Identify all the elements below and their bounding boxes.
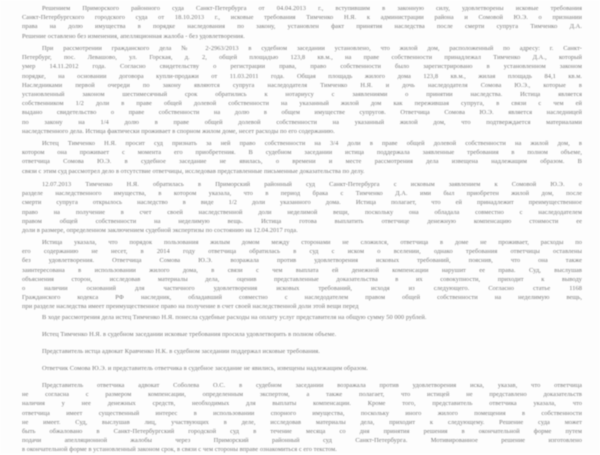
text-line: 12.07.2013 Тимченко Н.Я. обратилась в Приморский районный суд Санкт-Петербурга с исковым заявлением к Сомовой Ю.Э. о	[42, 181, 582, 188]
text-line: Наследниками первой очереди по закону являются супруга наследодателя Тимченко Н.Я. и дочь наследодателя Сомова Ю.Э., которые в	[22, 81, 582, 89]
text-line: права на долю имущества в порядке наследования по закону, установлен факт принятия наследства после смерти супруга Тимченко Д.А.	[22, 23, 582, 31]
text-line: порядке, на основании договора купли-продажи от 11.03.2011 года. Общая площадь жилого дома 123,8 кв.м., жилая площадь 84,1 кв.м.	[22, 72, 582, 80]
text-line: подачи апелляционной жалобы через Приморский районный суд Санкт-Петербурга. Мотивированное решение изготовлено	[22, 437, 582, 445]
text-line: котором она проживает с момента его приобретения. В судебном заседании истица поддержала заявленные требования в полном объеме,	[22, 149, 582, 157]
text-line: наследственного дела. Истица фактически проживает в спорном жилом доме, несет расходы по его содержанию.	[22, 127, 335, 135]
paragraph	[22, 330, 582, 339]
text-line: заинтересована в использовании жилого дома, в связи с чем выплата ей денежной компенсации нарушит ее права. Суд, выслушав	[22, 266, 582, 274]
text-line: Решение оставлено без изменения, апелляционная жалоба - без удовлетворения.	[22, 32, 245, 40]
text-line: не согласна с размером компенсации, определенным экспертом, а также полагает, что истицей не представлено доказательств	[22, 391, 582, 399]
text-line: правом общей собственности на неделимую вещь. Истица готова выплатить ответчице денежную компенсацию стоимости ее	[22, 217, 582, 225]
text-line: установленный законом шестимесячный срок обратились к нотариусу с заявлениями о принятии наследства. Истица является	[22, 90, 582, 98]
text-line: наличия у нее денежных средств, необходимых для выплаты компенсации. Кроме того, представитель ответчика указала, что	[22, 400, 582, 408]
text-line: Ответчик Сомова Ю.Э. и представитель ответчика в судебное заседание не явились, извещены надлежащим образом.	[42, 365, 368, 372]
text-line: Истец Тимченко Н.Я. в судебном заседании исковые требования просила удовлетворить в полном объеме.	[42, 331, 337, 338]
text-line: без удовлетворения. Ответчица Сомова Ю.Э. возражала против удовлетворения исковых требований, пояснив, что она также	[22, 257, 582, 265]
text-line: о наличии оснований для частичного удовлетворения исковых требований, исходя из следующего. Согласно статье 1168	[22, 284, 582, 292]
paragraph	[22, 238, 582, 312]
text-line: Истец Тимченко Н.Я. просит суд признать за ней право собственности на 3/4 доли в праве общей долевой собственности на жилой дом, в	[42, 140, 582, 147]
text-line: разделе наследственного имущества, в котором указала, что в период брака с Тимченко Д.А. ими был приобретен жилой дом, после	[22, 190, 582, 198]
paragraph	[22, 313, 582, 322]
text-line: смерти супруга открылось наследство в виде 1/2 доли указанного дома. Истица полагает, что ей принадлежит преимущественное	[22, 199, 582, 207]
text-line: связи с этим суд рассмотрел дело в отсутствие ответчицы, исследовав представленные письменные доказательства по делу.	[22, 167, 365, 175]
text-line: доли в размере, определенном заключением судебной экспертизы по состоянию на 12.04.2017 года.	[22, 226, 298, 234]
text-line: Представитель истца адвокат Кравченко Н.К. в судебном заседании поддержал исковые требования.	[42, 348, 320, 355]
text-line: его содержанию не несет, в 2014 году ответчица обратилась в суд с иском о вселении, однако требования ответчицы оставлены	[22, 248, 582, 256]
text-line: Гражданского кодекса РФ наследник, обладавший совместно с наследодателем правом общей собственности на неделимую вещь,	[22, 294, 582, 302]
paragraph	[22, 4, 582, 41]
text-line: В ходе рассмотрения дела истец Тимченко Н.Я. понесла судебные расходы на оплату услуг представителя на общую сумму 50 000 рублей.	[42, 314, 427, 321]
text-line: при разделе наследства имеет преимущественное право на получение в счет своей наследственной доли этой вещи перед	[22, 303, 359, 311]
text-line: Решением Приморского районного суда Санкт-Петербурга от 04.04.2013 г., вступившим в законную силу, удовлетворены исковые требования	[42, 5, 582, 12]
text-line: умер 14.11.2012 года. Согласно свидетельству о регистрации права, право собственности было зарегистрировано в установленном законом	[22, 63, 582, 71]
text-line: ответчица Сомова Ю.Э. в судебное заседание не явилась, о времени и месте рассмотрения дела извещена надлежащим образом. В	[22, 158, 582, 166]
text-line: Представитель ответчика адвокат Соболева О.С. в судебном заседании возражала против удовлетворения иска, указав, что ответчица	[42, 382, 582, 389]
paragraph	[22, 381, 582, 455]
text-line: ответчица имеет существенный интерес в использовании спорного имущества, поскольку иного жилого помещения в собственности	[22, 409, 582, 417]
paragraph	[22, 347, 582, 356]
text-line: При рассмотрении гражданского дела № 2-2963/2013 в судебном заседании установлено, что жилой дом, расположенный по адресу: г. Санкт-	[42, 45, 582, 52]
text-line: по закону на 1/4 долю в праве общей долевой собственности на указанный жилой дом, что подтверждается материалами	[22, 118, 582, 126]
text-line: Санкт-Петербургского городского суда от 18.10.2013 г., исковые требования Тимченко Н.Я. к администрации района и Сомовой Ю.Э. о признании	[22, 14, 582, 22]
paragraph	[22, 139, 582, 176]
text-line: не имеет. Суд, выслушав лиц, участвующих в деле, исследовав материалы дела, приходит к следующему. Решение суда может	[22, 418, 582, 426]
text-line: в окончательной форме в установленный законом срок, в связи с чем стороны вправе ознакомиться с его текстом.	[22, 446, 337, 454]
text-line: быть обжаловано в Санкт-Петербургский городской суд в течение месяца со дня принятия решения в окончательной форме путем	[22, 427, 582, 435]
text-line: право на получение в счет своей наследственной доли неделимой вещи, поскольку она обладала совместно с наследодателем	[22, 208, 582, 216]
paragraph	[22, 180, 582, 235]
text-line: объяснения сторон, исследовав материалы дела, оценив представленные доказательства в их совокупности, приходит к выводу	[22, 275, 582, 283]
text-line: Петербург, пос. Левашово, ул. Горская, д. 2, общей площадью 123,8 кв.м., на праве собственности принадлежал Тимченко Д.А., который	[22, 54, 582, 62]
text-line: Истица указала, что порядок пользования жилым домом между сторонами не сложился, ответчица в доме не проживает, расходы по	[42, 239, 582, 246]
paragraph	[22, 364, 582, 373]
paragraph	[22, 44, 582, 136]
text-line: собственником 1/2 доли в праве общей долевой собственности на указанный жилой дом как пережившая супруга, в связи с чем ей	[22, 100, 582, 108]
text-line: выдано свидетельство о праве собственности на долю в общем имуществе супругов. Ответчица Сомова Ю.Э. является наследницей	[22, 109, 582, 117]
